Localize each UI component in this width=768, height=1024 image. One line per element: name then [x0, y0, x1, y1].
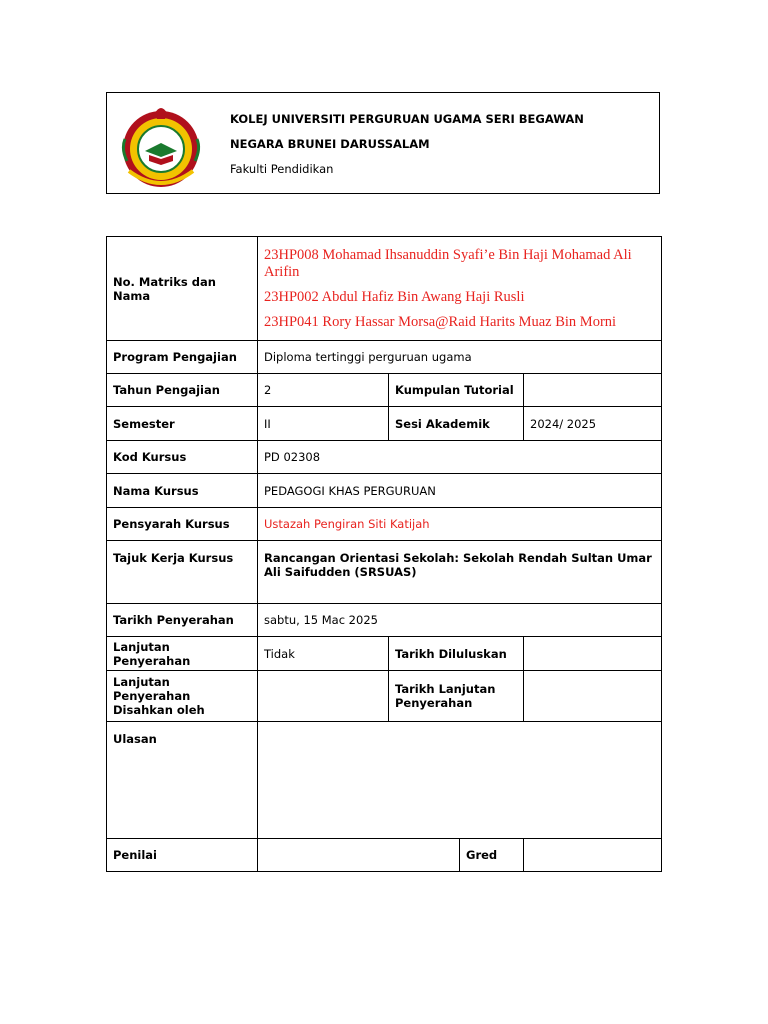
- pensyarah-label: Pensyarah Kursus: [107, 508, 258, 541]
- row-program: [107, 341, 662, 374]
- ulasan-label: Ulasan: [107, 722, 258, 839]
- program-label: Program Pengajian: [107, 341, 258, 374]
- penilai-value: [258, 839, 460, 872]
- student-list: [258, 237, 662, 341]
- college-crest-icon: [115, 99, 207, 189]
- student-3: 23HP041 Rory Hassar Morsa@Raid Harits Muaz Bin Morni: [264, 313, 617, 330]
- row-semester: [107, 407, 662, 441]
- tarikh-lanjutan-label: Tarikh Lanjutan Penyerahan: [389, 671, 524, 722]
- tahun-label: Tahun Pengajian: [107, 374, 258, 407]
- lanjutan-label: Lanjutan Penyerahan: [107, 637, 258, 671]
- semester-value: II: [258, 407, 389, 441]
- row-lanjutan: [107, 637, 662, 671]
- tarikh-value: sabtu, 15 Mac 2025: [258, 604, 662, 637]
- country-name: NEGARA BRUNEI DARUSSALAM: [230, 137, 430, 151]
- row-ulasan: [107, 722, 662, 839]
- row-disahkan: [107, 671, 662, 722]
- pensyarah-value: Ustazah Pengiran Siti Katijah: [258, 508, 662, 541]
- gred-label: Gred: [460, 839, 524, 872]
- kumpulan-value: [524, 374, 662, 407]
- kumpulan-label: Kumpulan Tutorial: [389, 374, 524, 407]
- lanjutan-value: Tidak: [258, 637, 389, 671]
- row-tajuk: [107, 541, 662, 604]
- diluluskan-value: [524, 637, 662, 671]
- row-tarikh: [107, 604, 662, 637]
- student-1: 23HP008 Mohamad Ihsanuddin Syafi’e Bin Haji Mohamad Ali Arifin: [264, 246, 632, 280]
- nama-value: PEDAGOGI KHAS PERGURUAN: [258, 474, 662, 508]
- row-pensyarah: [107, 508, 662, 541]
- row-kod: [107, 441, 662, 474]
- matrik-label: No. Matriks dan Nama: [107, 237, 258, 341]
- tajuk-label: Tajuk Kerja Kursus: [107, 541, 258, 604]
- sesi-value: 2024/ 2025: [524, 407, 662, 441]
- sesi-label: Sesi Akademik: [389, 407, 524, 441]
- row-nama: [107, 474, 662, 508]
- tahun-value: 2: [258, 374, 389, 407]
- kod-value: PD 02308: [258, 441, 662, 474]
- disahkan-label: Lanjutan Penyerahan Disahkan oleh: [107, 671, 258, 722]
- nama-label: Nama Kursus: [107, 474, 258, 508]
- ulasan-value: [258, 722, 662, 839]
- tajuk-value: Rancangan Orientasi Sekolah: Sekolah Rendah Sultan Umar Ali Saifudden (SRSUAS): [258, 541, 662, 604]
- institution-name: KOLEJ UNIVERSITI PERGURUAN UGAMA SERI BEGAWAN: [230, 112, 584, 126]
- row-tahun: [107, 374, 662, 407]
- row-matrik: [107, 237, 662, 341]
- tarikh-lanjutan-value: [524, 671, 662, 722]
- row-penilai: [107, 839, 662, 872]
- diluluskan-label: Tarikh Diluluskan: [389, 637, 524, 671]
- tarikh-label: Tarikh Penyerahan: [107, 604, 258, 637]
- header-box: [106, 92, 660, 194]
- student-2: 23HP002 Abdul Hafiz Bin Awang Haji Rusli: [264, 288, 525, 305]
- coursework-cover-table: [106, 236, 662, 872]
- gred-value: [524, 839, 662, 872]
- faculty-name: Fakulti Pendidikan: [230, 162, 334, 176]
- disahkan-value: [258, 671, 389, 722]
- kod-label: Kod Kursus: [107, 441, 258, 474]
- semester-label: Semester: [107, 407, 258, 441]
- program-value: Diploma tertinggi perguruan ugama: [258, 341, 662, 374]
- penilai-label: Penilai: [107, 839, 258, 872]
